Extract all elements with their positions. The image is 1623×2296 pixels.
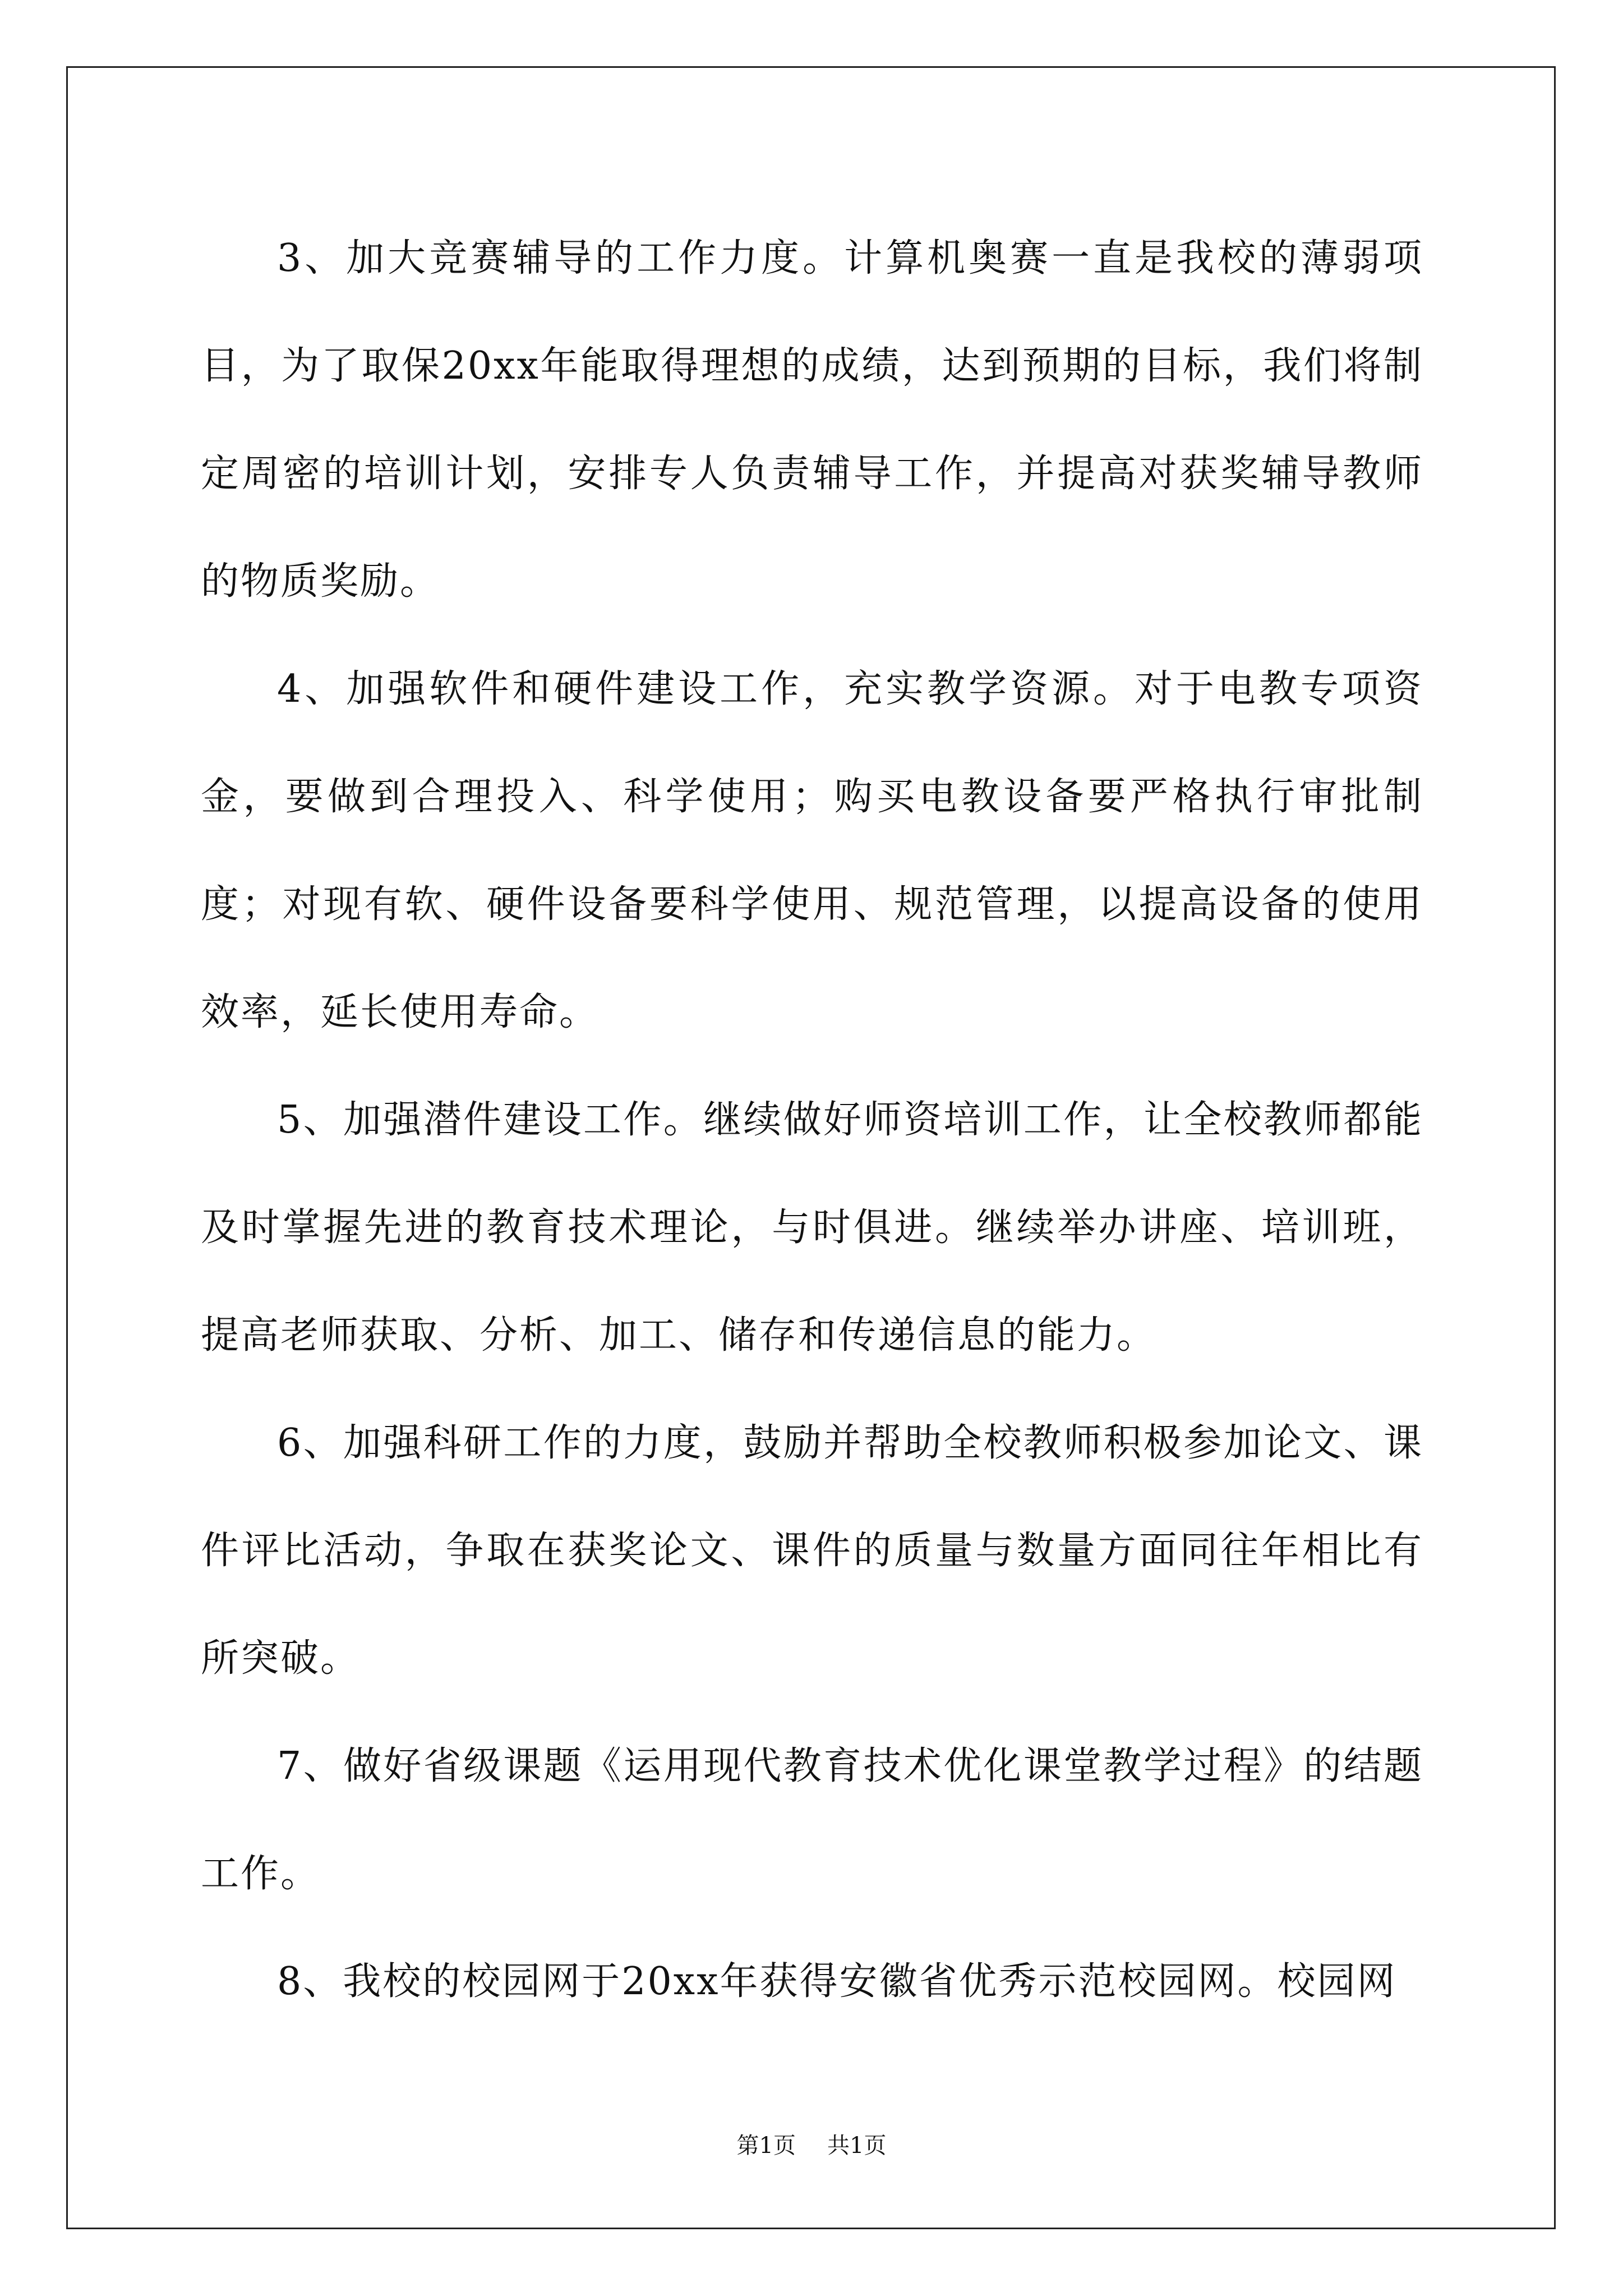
paragraph-4: 4、加强软件和硬件建设工作，充实教学资源。对于电教专项资金，要做到合理投入、科学使用；购买电教设备要严格执行审批制度；对现有软、硬件设备要科学使用、规范管理，以提高设备的使用效率，延长使用寿命。 (201, 667, 1423, 1034)
page-footer (0, 2132, 1623, 2160)
paragraph-5: 5、加强潜件建设工作。继续做好师资培训工作，让全校教师都能及时掌握先进的教育技术理论，与时俱进。继续举办讲座、培训班，提高老师获取、分析、加工、储存和传递信息的能力。 (201, 1098, 1423, 1358)
paragraph-7: 7、做好省级课题《运用现代教育技术优化课堂教学过程》的结题工作。 (201, 1744, 1423, 1896)
page-number: 第1页 (736, 2133, 796, 2159)
paragraph-3: 3、加大竞赛辅导的工作力度。计算机奥赛一直是我校的薄弱项目，为了取保20xx年能取得理想的成绩，达到预期的目标，我们将制定周密的培训计划，安排专人负责辅导工作，并提高对获奖辅导教师的物质奖励。 (201, 236, 1423, 604)
paragraph-6: 6、加强科研工作的力度，鼓励并帮助全校教师积极参加论文、课件评比活动，争取在获奖论文、课件的质量与数量方面同往年相比有所突破。 (201, 1421, 1423, 1681)
paragraph-8: 8、我校的校园网于20xx年获得安徽省优秀示范校园网。校园网 (277, 1959, 1397, 2004)
document-body (201, 205, 1423, 2036)
page-total: 共1页 (827, 2133, 887, 2159)
